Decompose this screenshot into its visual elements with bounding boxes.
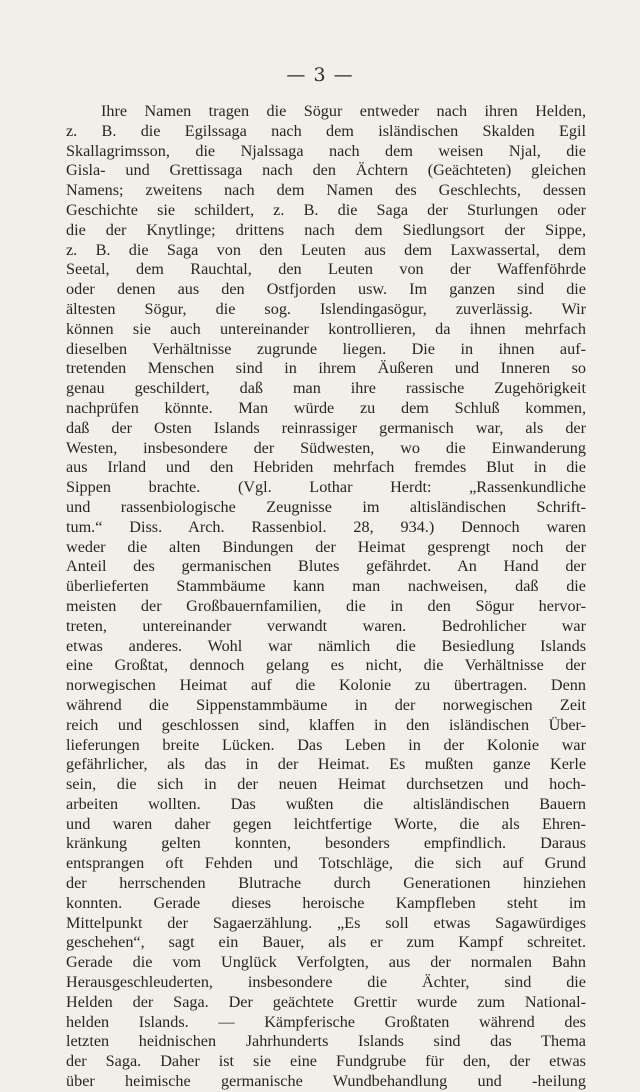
text-line: daß der Osten Islands reinrassiger germanisch war, als der [66,418,586,437]
text-line: norwegischen Heimat auf die Kolonie zu übertragen. Denn [66,676,586,695]
text-line: oder denen aus den Ostfjorden usw. Im ganzen sind die [66,280,586,299]
text-line: Gerade die vom Unglück Verfolgten, aus der normalen Bahn [66,953,586,972]
text-line: etwas anderes. Wohl war nämlich die Besiedlung Islands [66,636,586,655]
text-line: überlieferten Stammbäume kann man nachweisen, daß die [66,577,586,596]
text-line: tum.“ Diss. Arch. Rassenbiol. 28, 934.) Dennoch waren [66,517,586,536]
text-line: Anteil des germanischen Blutes gefährdet. An Hand der [66,557,586,576]
text-line: Gisla- und Grettissaga nach den Ächtern (Geächteten) gleichen [66,161,586,180]
text-line: Seetal, dem Rauchtal, den Leuten von der Waffenföhrde [66,260,586,279]
text-line: eine Großtat, dennoch gelang es nicht, die Verhältnisse der [66,656,586,675]
text-line: die der Knytlinge; drittens nach dem Siedlungsort der Sippe, [66,220,586,239]
text-line: Sippen brachte. (Vgl. Lothar Herdt: „Rassenkundliche [66,478,586,497]
text-line: der herrschenden Blutrache durch Generationen hinziehen [66,874,586,893]
text-line: arbeiten wollten. Das wußten die altisländischen Bauern [66,794,586,813]
text-line: z. B. die Saga von den Leuten aus dem Laxwassertal, dem [66,240,586,259]
text-line: reich und geschlossen sind, klaffen in den isländischen Über- [66,715,586,734]
text-line: Namens; zweitens nach dem Namen des Geschlechts, dessen [66,181,586,200]
text-line: entsprangen oft Fehden und Totschläge, die sich auf Grund [66,854,586,873]
text-line: während die Sippenstammbäume in der norwegischen Zeit [66,695,586,714]
text-line: dieselben Verhältnisse zugrunde liegen. Die in ihnen auf- [66,339,586,358]
text-line: weder die alten Bindungen der Heimat gesprengt noch der [66,537,586,556]
text-line: letzten heidnischen Jahrhunderts Islands sind das Thema [66,1032,586,1051]
text-line: meisten der Großbauernfamilien, die in den Sögur hervor- [66,596,586,615]
text-line: Ihre Namen tragen die Sögur entweder nach ihren Helden, [101,102,586,120]
text-line: und waren daher gegen leichtfertige Worte, die als Ehren- [66,814,586,833]
text-line: geschehen“, sagt ein Bauer, als er zum Kampf schreitet. [66,933,586,952]
text-line: genau geschildert, daß man ihre rassische Zugehörigkeit [66,379,586,398]
text-line: Herausgeschleuderten, insbesondere die Ächter, sind die [66,973,586,992]
body-text [66,102,586,1092]
text-line: lieferungen breite Lücken. Das Leben in der Kolonie war [66,735,586,754]
text-line: treten, untereinander verwandt waren. Bedrohlicher war [66,616,586,635]
text-line: der Saga. Daher ist sie eine Fundgrube für den, der etwas [66,1052,586,1071]
text-line: Helden der Saga. Der geächtete Grettir wurde zum National- [66,992,586,1011]
text-line: ältesten Sögur, die sog. Islendingasögur, zuverlässig. Wir [66,299,586,318]
text-line: Geschichte sie schildert, z. B. die Saga der Sturlungen oder [66,200,586,219]
text-line: Westen, insbesondere der Südwesten, wo die Einwanderung [66,438,586,457]
text-line: sein, die sich in der neuen Heimat durchsetzen und hoch- [66,775,586,794]
text-line: und rassenbiologische Zeugnisse im altisländischen Schrift- [66,497,586,516]
text-line: gefährlicher, als das in der Heimat. Es mußten ganze Kerle [66,755,586,774]
text-line: können sie auch untereinander kontrollieren, da ihnen mehrfach [66,319,586,338]
text-line: aus Irland und den Hebriden mehrfach fremdes Blut in die [66,458,586,477]
text-line: Skallagrimsson, die Njalssaga nach dem weisen Njal, die [66,141,586,160]
text-line: über heimische germanische Wundbehandlung und -heilung [66,1072,586,1091]
text-line: Mittelpunkt der Sagaerzählung. „Es soll etwas Sagawürdiges [66,913,586,932]
text-line: kränkung gelten konnten, besonders empfindlich. Daraus [66,834,586,853]
page-number: — 3 — [286,64,354,86]
text-line: z. B. die Egilssaga nach dem isländischen Skalden Egil [66,121,586,140]
text-line: nachprüfen könnte. Man würde zu dem Schluß kommen, [66,398,586,417]
text-line: tretenden Menschen sind in ihrem Äußeren und Inneren so [66,359,586,378]
text-line: helden Islands. — Kämpferische Großtaten während des [66,1012,586,1031]
text-line: konnten. Gerade dieses heroische Kampfleben steht im [66,893,586,912]
